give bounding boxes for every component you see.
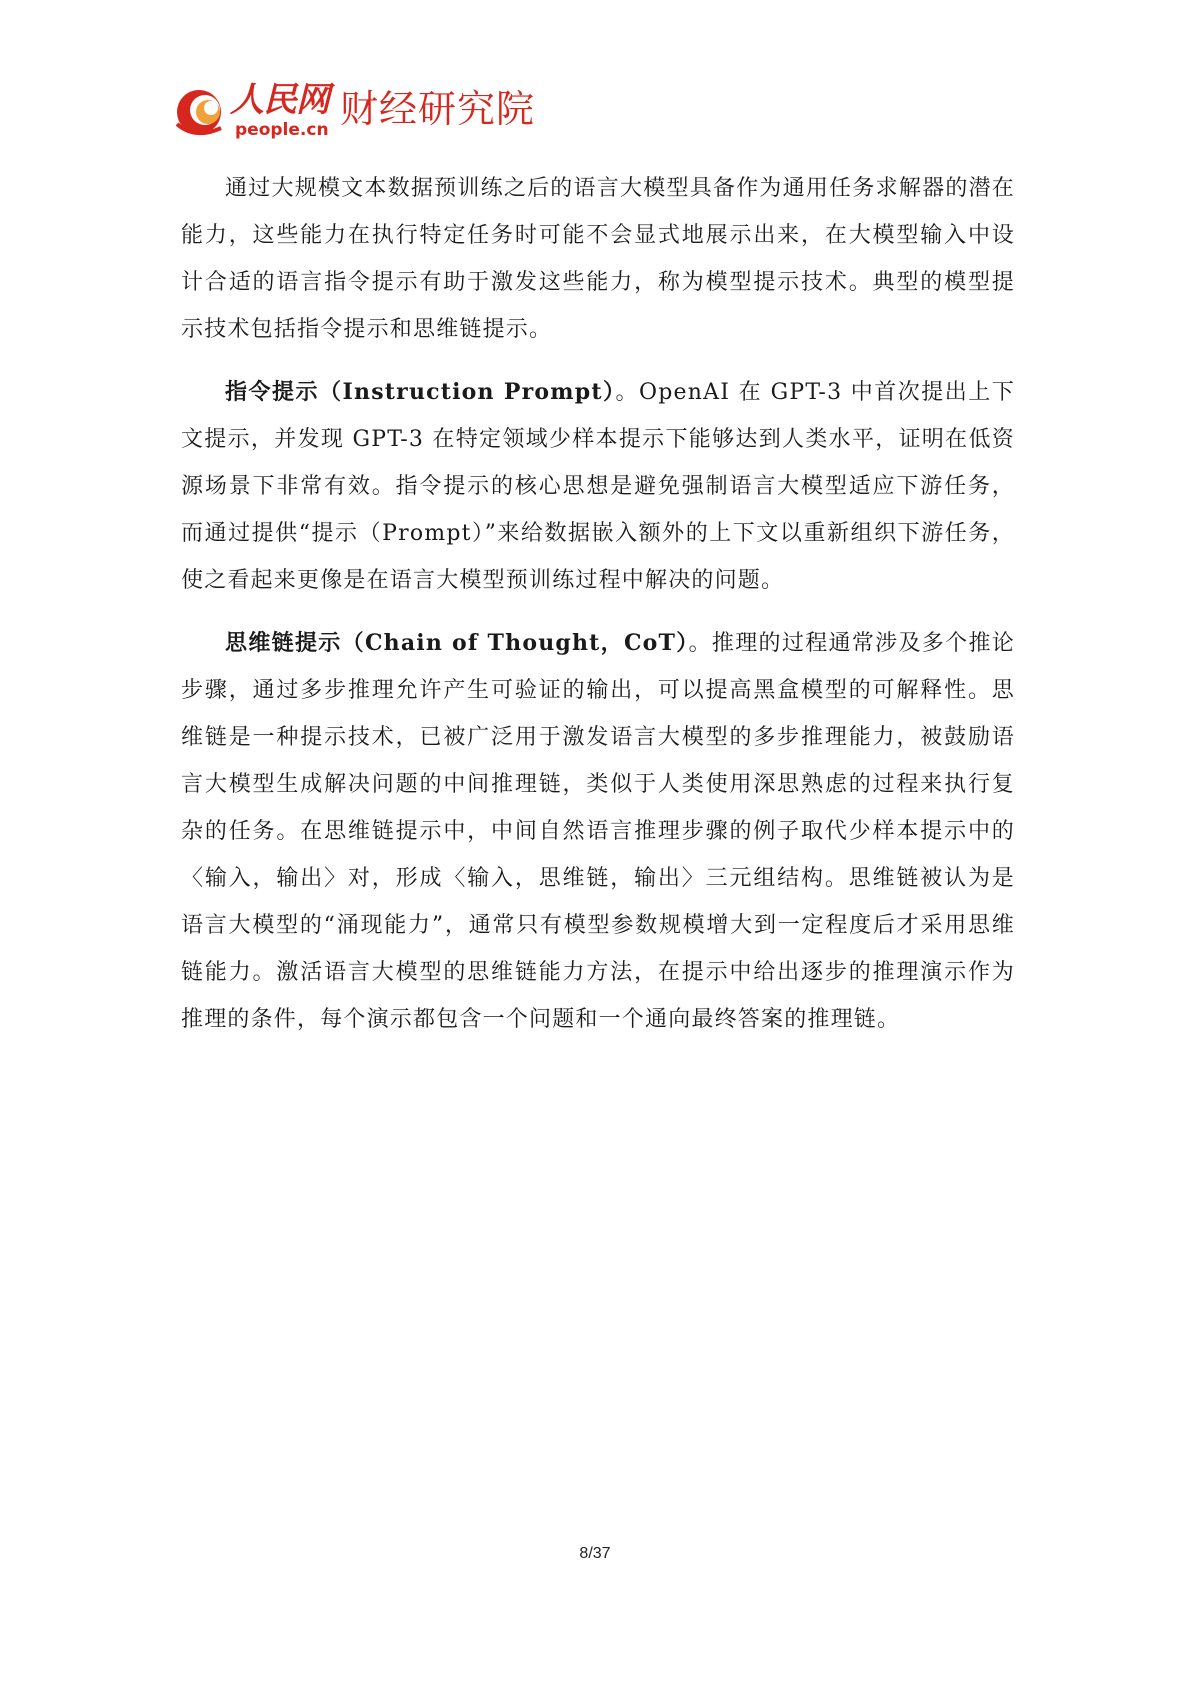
paragraph-chain-of-thought	[181, 620, 1015, 1043]
institute-name: 财经研究院	[340, 87, 536, 131]
logo-wordmark: 人民网	[230, 80, 329, 120]
paragraph-instruction-prompt	[181, 369, 1015, 604]
paragraph-text: 。推理的过程通常涉及多个推论步骤，通过多步推理允许产生可验证的输出，可以提高黑盒模型的可解释性。思维链是一种提示技术，已被广泛用于激发语言大模型的多步推理能力，被鼓励语言大模型生成解决问题的中间推理链，类似于人类使用深思熟虑的过程来执行复杂的任务。在思维链提示中，中间自然语言推理步骤的例子取代少样本提示中的〈输入，输出〉对，形成〈输入，思维链，输出〉三元组结构。思维链被认为是语言大模型的“涌现能力”，通常只有模型参数规模增大到一定程度后才采用思维链能力。激活语言大模型的思维链能力方法，在提示中给出逐步的推理演示作为推理的条件，每个演示都包含一个问题和一个通向最终答案的推理链。	[181, 631, 1015, 1032]
page-header	[175, 80, 595, 142]
paragraph-intro	[181, 165, 1015, 353]
paragraph-lead: 思维链提示（Chain of Thought，CoT）	[225, 630, 689, 656]
paragraph-lead: 指令提示（Instruction Prompt）	[225, 379, 616, 405]
page-number: 8/37	[579, 1545, 611, 1562]
logo-domain: people.cn	[235, 120, 329, 140]
document-body	[181, 165, 1015, 1043]
people-daily-logo-icon	[175, 80, 235, 142]
paragraph-text: 。OpenAI 在 GPT-3 中首次提出上下文提示，并发现 GPT-3 在特定领域少样本提示下能够达到人类水平，证明在低资源场景下非常有效。指令提示的核心思想是避免强制语言大模型适应下游任务，而通过提供“提示（Prompt）”来给数据嵌入额外的上下文以重新组织下游任务，使之看起来更像是在语言大模型预训练过程中解决的问题。	[181, 380, 1015, 593]
paragraph-text: 通过大规模文本数据预训练之后的语言大模型具备作为通用任务求解器的潜在能力，这些能力在执行特定任务时可能不会显式地展示出来，在大模型输入中设计合适的语言指令提示有助于激发这些能力，称为模型提示技术。典型的模型提示技术包括指令提示和思维链提示。	[181, 176, 1015, 342]
